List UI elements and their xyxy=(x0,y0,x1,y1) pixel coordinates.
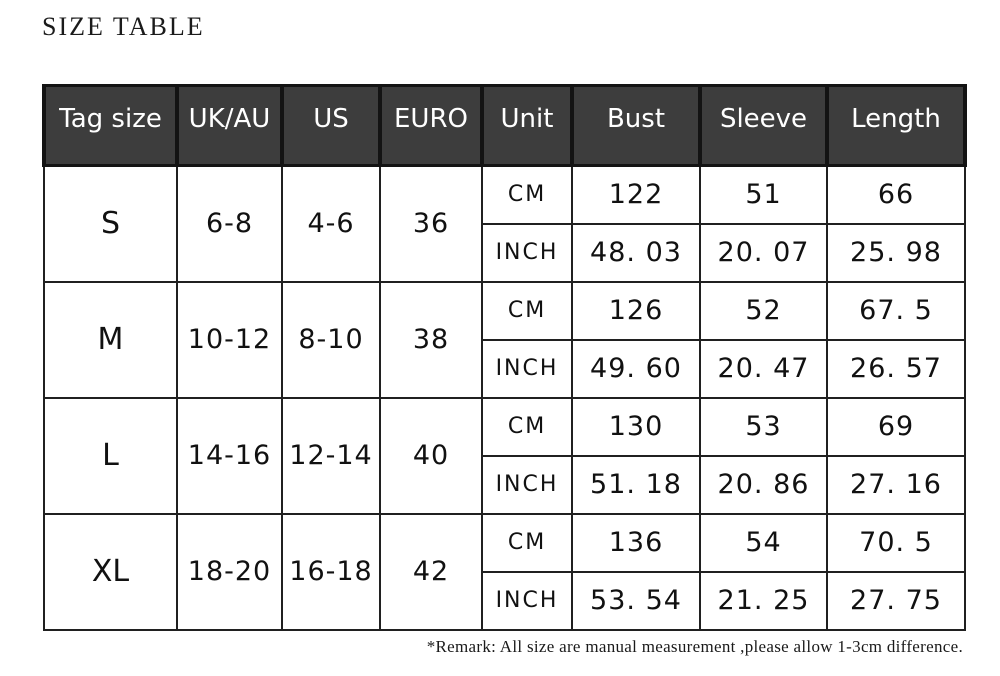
us-cell: 4-6 xyxy=(282,166,380,282)
sleeve-cm-value: 53 xyxy=(700,398,827,456)
bust-inch-value: 53. 54 xyxy=(572,572,700,630)
us-cell: 8-10 xyxy=(282,282,380,398)
euro-cell: 38 xyxy=(380,282,482,398)
bust-cm-value: 136 xyxy=(572,514,700,572)
table-row-m-cm xyxy=(44,282,965,340)
tag-size-cell: L xyxy=(44,398,177,514)
bust-inch-value: 51. 18 xyxy=(572,456,700,514)
us-cell: 16-18 xyxy=(282,514,380,630)
tag-size-cell: M xyxy=(44,282,177,398)
length-inch-value: 26. 57 xyxy=(827,340,965,398)
header-cell-length: Length xyxy=(827,86,965,166)
unit-label-inch: INCH xyxy=(482,224,572,282)
length-inch-value: 25. 98 xyxy=(827,224,965,282)
sleeve-cm-value: 51 xyxy=(700,166,827,224)
header-row xyxy=(44,86,965,166)
bust-cm-value: 130 xyxy=(572,398,700,456)
length-cm-value: 70. 5 xyxy=(827,514,965,572)
header-cell-sleeve: Sleeve xyxy=(700,86,827,166)
euro-cell: 40 xyxy=(380,398,482,514)
tag-size-cell: XL xyxy=(44,514,177,630)
tag-size-cell: S xyxy=(44,166,177,282)
unit-label-cm: CM xyxy=(482,398,572,456)
bust-cm-value: 126 xyxy=(572,282,700,340)
table-row-xl-cm xyxy=(44,514,965,572)
length-cm-value: 67. 5 xyxy=(827,282,965,340)
header-cell-us: US xyxy=(282,86,380,166)
euro-cell: 36 xyxy=(380,166,482,282)
bust-cm-value: 122 xyxy=(572,166,700,224)
page-title: SIZE TABLE xyxy=(42,12,205,41)
euro-cell: 42 xyxy=(380,514,482,630)
remark-note: *Remark: All size are manual measurement ,please allow 1-3cm difference. xyxy=(426,637,963,656)
uk-au-cell: 14-16 xyxy=(177,398,282,514)
uk-au-cell: 18-20 xyxy=(177,514,282,630)
size-table xyxy=(42,84,967,631)
sleeve-cm-value: 54 xyxy=(700,514,827,572)
length-cm-value: 66 xyxy=(827,166,965,224)
header-cell-bust: Bust xyxy=(572,86,700,166)
sleeve-inch-value: 21. 25 xyxy=(700,572,827,630)
unit-label-inch: INCH xyxy=(482,572,572,630)
uk-au-cell: 10-12 xyxy=(177,282,282,398)
table-row-s-cm xyxy=(44,166,965,224)
header-cell-uk-au: UK/AU xyxy=(177,86,282,166)
unit-label-cm: CM xyxy=(482,282,572,340)
unit-label-inch: INCH xyxy=(482,340,572,398)
bust-inch-value: 48. 03 xyxy=(572,224,700,282)
header-cell-tag-size: Tag size xyxy=(44,86,177,166)
table-row-l-cm xyxy=(44,398,965,456)
sleeve-inch-value: 20. 47 xyxy=(700,340,827,398)
us-cell: 12-14 xyxy=(282,398,380,514)
sleeve-inch-value: 20. 86 xyxy=(700,456,827,514)
bust-inch-value: 49. 60 xyxy=(572,340,700,398)
header-cell-unit: Unit xyxy=(482,86,572,166)
length-inch-value: 27. 75 xyxy=(827,572,965,630)
unit-label-cm: CM xyxy=(482,166,572,224)
length-cm-value: 69 xyxy=(827,398,965,456)
length-inch-value: 27. 16 xyxy=(827,456,965,514)
sleeve-inch-value: 20. 07 xyxy=(700,224,827,282)
unit-label-cm: CM xyxy=(482,514,572,572)
uk-au-cell: 6-8 xyxy=(177,166,282,282)
sleeve-cm-value: 52 xyxy=(700,282,827,340)
header-cell-euro: EURO xyxy=(380,86,482,166)
unit-label-inch: INCH xyxy=(482,456,572,514)
